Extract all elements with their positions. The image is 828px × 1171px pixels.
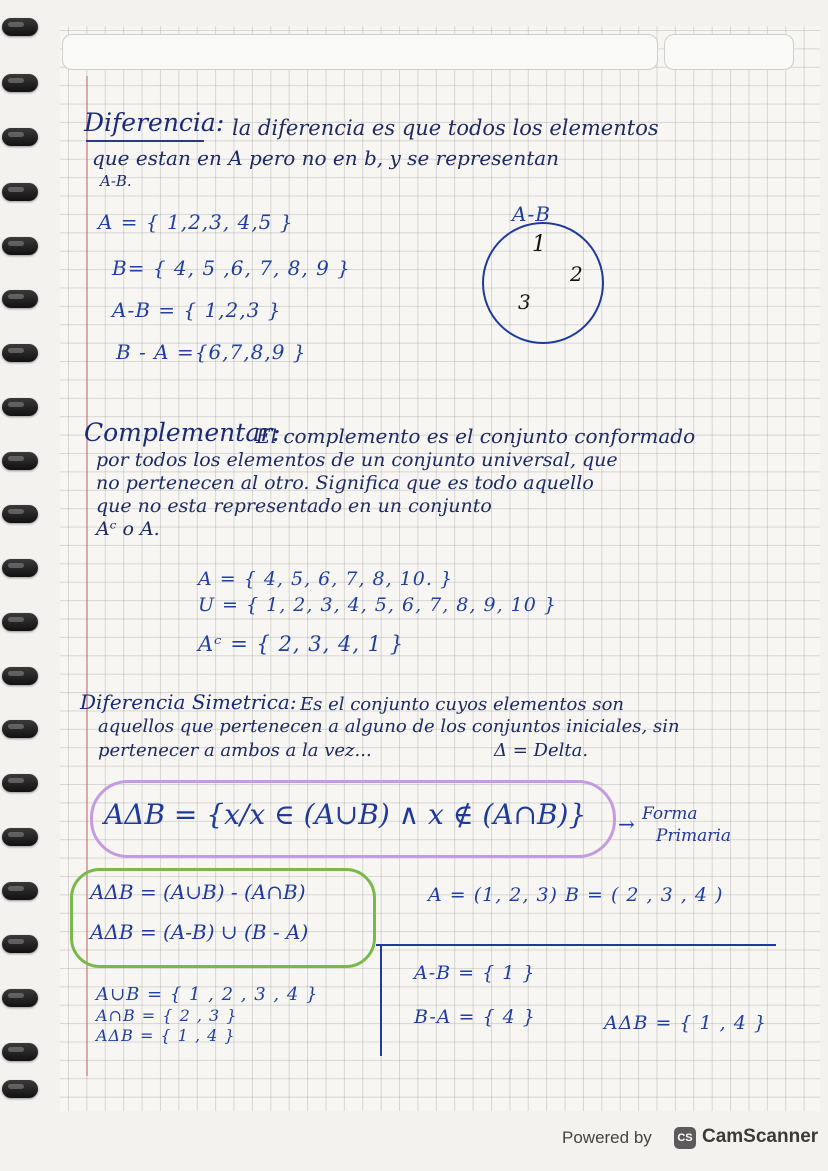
primary-formula: AΔB = {x/x ∈ (A∪B) ∧ x ∉ (A∩B)}: [104, 798, 587, 831]
formula-3: AΔB = (A-B) ∪ (B - A): [90, 920, 309, 944]
complementar-line-4: que no esta representado en un conjunto: [96, 495, 492, 517]
vertical-divider: [380, 946, 382, 1056]
ex-a-minus-b: A-B = { 1 }: [414, 962, 536, 984]
page-header-box: [62, 34, 658, 70]
example-sets: A = (1, 2, 3) B = ( 2 , 3 , 4 ): [428, 884, 724, 906]
set-b: B= { 4, 5 ,6, 7, 8, 9 }: [112, 256, 351, 280]
diferencia-title: Diferencia:: [84, 108, 225, 137]
complementar-line-1: El complemento es el conjunto conformado: [256, 424, 696, 448]
venn-element-3: 3: [518, 290, 531, 314]
comp-set-u: U = { 1, 2, 3, 4, 5, 6, 7, 8, 9, 10 }: [198, 594, 557, 616]
complementar-notation: Aᶜ o A.: [96, 518, 160, 540]
a-delta-b-small: AΔB = { 1 , 4 }: [96, 1026, 236, 1045]
set-a: A = { 1,2,3, 4,5 }: [98, 210, 294, 234]
venn-element-2: 2: [570, 262, 583, 286]
venn-label: A-B: [512, 202, 551, 226]
a-minus-b: A-B = { 1,2,3 }: [112, 298, 282, 322]
complementar-line-2: por todos los elementos de un conjunto universal, que: [96, 449, 618, 471]
comp-set-a: A = { 4, 5, 6, 7, 8, 10. }: [198, 568, 454, 590]
dif-sim-line-3: pertenecer a ambos a la vez...: [98, 740, 372, 761]
comp-set-ac: Aᶜ = { 2, 3, 4, 1 }: [198, 632, 405, 656]
dif-sim-title: Diferencia Simetrica:: [80, 690, 297, 714]
formula-2: AΔB = (A∪B) - (A∩B): [90, 880, 306, 904]
arrow-label-primaria: Primaria: [656, 826, 731, 846]
b-minus-a: B - A ={6,7,8,9 }: [116, 340, 307, 364]
arrow-symbol: →: [618, 812, 635, 836]
arrow-label-forma: Forma: [642, 804, 698, 824]
dif-sim-line-1: Es el conjunto cuyos elementos son: [300, 694, 625, 715]
diferencia-line-1: la diferencia es que todos los elementos: [232, 116, 659, 140]
ex-b-minus-a: B-A = { 4 }: [414, 1006, 536, 1028]
a-union-b: A∪B = { 1 , 2 , 3 , 4 }: [96, 984, 319, 1005]
complementar-title: Complementar:: [84, 418, 281, 447]
delta-note: Δ = Delta.: [494, 740, 589, 761]
title-underline: [86, 140, 204, 142]
diferencia-line-2: que estan en A pero no en b, y se representan: [92, 146, 560, 170]
camscanner-brand: CamScanner: [702, 1126, 819, 1147]
diferencia-notation: A-B.: [100, 172, 132, 190]
camscanner-logo-icon: CS: [674, 1127, 696, 1149]
a-inter-b: A∩B = { 2 , 3 }: [96, 1006, 238, 1025]
complementar-line-3: no pertenecen al otro. Significa que es todo aquello: [96, 472, 594, 494]
page-date-box: [664, 34, 794, 70]
spiral-binding: [0, 0, 46, 1100]
separator-line: [376, 944, 776, 946]
result: AΔB = { 1 , 4 }: [604, 1012, 767, 1034]
venn-element-1: 1: [532, 232, 546, 257]
powered-by-text: Powered by: [562, 1128, 652, 1147]
dif-sim-line-2: aquellos que pertenecen a alguno de los conjuntos iniciales, sin: [98, 716, 680, 737]
